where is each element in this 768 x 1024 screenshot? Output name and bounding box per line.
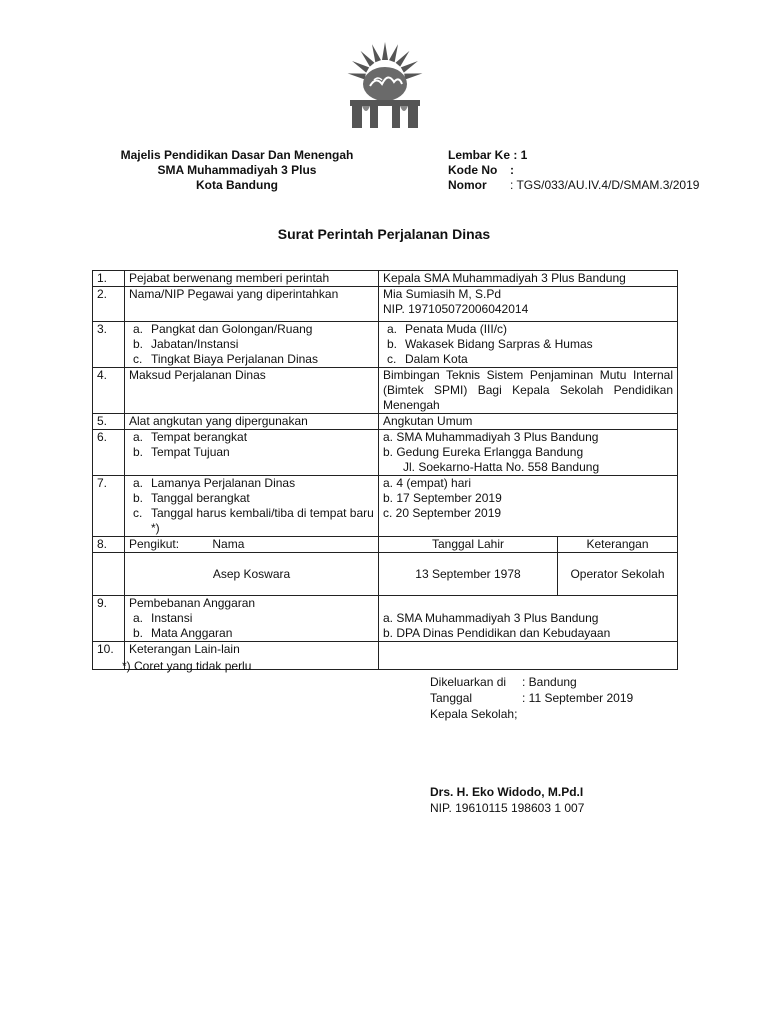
row-number: 5. bbox=[93, 414, 125, 430]
marker: b. bbox=[133, 491, 144, 505]
marker: c. bbox=[133, 506, 143, 520]
kode-label: Kode No bbox=[448, 163, 498, 177]
date-label: Tanggal bbox=[430, 691, 473, 705]
list-item: Instansi bbox=[151, 611, 193, 625]
row-value bbox=[379, 476, 678, 537]
list-item: Wakasek Bidang Sarpras & Humas bbox=[405, 337, 593, 351]
row-label bbox=[125, 322, 379, 368]
marker: b. bbox=[387, 337, 398, 351]
row-value bbox=[379, 537, 678, 553]
table-row bbox=[93, 322, 678, 368]
row-label: Nama/NIP Pegawai yang diperintahkan bbox=[125, 287, 379, 322]
table-row bbox=[93, 596, 678, 642]
marker: c. bbox=[387, 352, 397, 366]
row-number: 1. bbox=[93, 271, 125, 287]
follower-details bbox=[379, 553, 677, 595]
kode-value: : bbox=[510, 163, 514, 177]
list-item: Lamanya Perjalanan Dinas bbox=[151, 476, 296, 490]
list-item: Tempat berangkat bbox=[151, 430, 248, 444]
row-value: Bimbingan Teknis Sistem Penjaminan Mutu Internal (Bimtek SPMI) Bagi Kepala Sekolah Pendidikan Menengah bbox=[379, 368, 678, 414]
table-row bbox=[93, 537, 678, 553]
list-item: Dalam Kota bbox=[405, 352, 468, 366]
row-number: 10. bbox=[93, 642, 125, 670]
list-item: b. 17 September 2019 bbox=[383, 491, 502, 505]
organization-header bbox=[82, 148, 392, 193]
row-label: Pejabat berwenang memberi perintah bbox=[125, 271, 379, 287]
table-row bbox=[93, 476, 678, 537]
row-label bbox=[125, 476, 379, 537]
org-line-1: Majelis Pendidikan Dasar Dan Menengah bbox=[120, 148, 354, 162]
list-item: Tingkat Biaya Perjalanan Dinas bbox=[151, 352, 318, 366]
follower-birthdate: 13 September 1978 bbox=[379, 553, 558, 595]
table-row bbox=[93, 287, 678, 322]
org-line-3: Kota Bandung bbox=[196, 178, 278, 192]
table-row bbox=[93, 414, 678, 430]
row-label: Keterangan Lain-lain bbox=[125, 642, 379, 670]
row-number: 2. bbox=[93, 287, 125, 322]
signatory-name: Drs. H. Eko Widodo, M.Pd.I bbox=[430, 785, 584, 799]
row-value bbox=[379, 553, 678, 596]
marker: b. bbox=[133, 337, 144, 351]
row-value bbox=[379, 430, 678, 476]
nomor-label: Nomor bbox=[448, 178, 487, 192]
list-item: a. SMA Muhammadiyah 3 Plus Bandung bbox=[383, 611, 599, 625]
row-label bbox=[125, 537, 379, 553]
marker: a. bbox=[133, 611, 144, 625]
employee-name: Mia Sumiasih M, S.Pd bbox=[383, 287, 502, 301]
issued-at-value: : Bandung bbox=[522, 675, 577, 689]
document-title: Surat Perintah Perjalanan Dinas bbox=[277, 226, 491, 242]
row-number bbox=[93, 553, 125, 596]
marker: a. bbox=[133, 430, 144, 444]
row-value bbox=[379, 642, 678, 670]
org-line-2: SMA Muhammadiyah 3 Plus bbox=[157, 163, 317, 177]
nomor-value: : TGS/033/AU.IV.4/D/SMAM.3/2019 bbox=[510, 178, 700, 192]
list-item: Pangkat dan Golongan/Ruang bbox=[151, 322, 313, 336]
table-row bbox=[93, 430, 678, 476]
footnote: *) Coret yang tidak perlu bbox=[122, 659, 252, 673]
muhammadiyah-logo-icon bbox=[340, 40, 430, 132]
row-number: 3. bbox=[93, 322, 125, 368]
marker: a. bbox=[133, 476, 144, 490]
signatory-title: Kepala Sekolah; bbox=[430, 707, 518, 721]
row-value: Kepala SMA Muhammadiyah 3 Plus Bandung bbox=[379, 271, 678, 287]
follower-name: Asep Koswara bbox=[125, 553, 379, 596]
pengikut-label: Pengikut: bbox=[129, 537, 180, 551]
list-item: Penata Muda (III/c) bbox=[405, 322, 508, 336]
row-label bbox=[125, 430, 379, 476]
col-header-tanggal: Tanggal Lahir bbox=[379, 537, 558, 552]
list-item: Tanggal harus kembali/tiba di tempat baru *) bbox=[151, 506, 374, 535]
row-value bbox=[379, 596, 678, 642]
row-value: Angkutan Umum bbox=[379, 414, 678, 430]
issued-at-label: Dikeluarkan di bbox=[430, 675, 507, 689]
list-item: a. 4 (empat) hari bbox=[383, 476, 472, 490]
row-number: 6. bbox=[93, 430, 125, 476]
marker: c. bbox=[133, 352, 143, 366]
date-value: : 11 September 2019 bbox=[522, 691, 634, 705]
marker: b. bbox=[133, 445, 144, 459]
marker: a. bbox=[387, 322, 398, 336]
row-number: 8. bbox=[93, 537, 125, 553]
row-number: 9. bbox=[93, 596, 125, 642]
table-row bbox=[93, 368, 678, 414]
destination-address: Jl. Soekarno-Hatta No. 558 Bandung bbox=[403, 460, 600, 474]
marker: b. bbox=[133, 626, 144, 640]
list-item: Tempat Tujuan bbox=[151, 445, 230, 459]
row-label: Maksud Perjalanan Dinas bbox=[125, 368, 379, 414]
budget-label: Pembebanan Anggaran bbox=[129, 596, 256, 610]
follower-header bbox=[379, 537, 677, 552]
row-number: 7. bbox=[93, 476, 125, 537]
row-number: 4. bbox=[93, 368, 125, 414]
signature-block bbox=[430, 674, 633, 816]
list-item: Tanggal berangkat bbox=[151, 491, 250, 505]
document-info bbox=[448, 148, 699, 193]
follower-note: Operator Sekolah bbox=[570, 566, 665, 581]
travel-order-table bbox=[92, 270, 678, 670]
lembar-label: Lembar Ke : 1 bbox=[448, 148, 528, 162]
destination-place: b. Gedung Eureka Erlangga Bandung bbox=[383, 445, 584, 459]
col-header-keterangan: Keterangan bbox=[586, 537, 649, 551]
departure-place: a. SMA Muhammadiyah 3 Plus Bandung bbox=[383, 430, 599, 444]
row-value bbox=[379, 287, 678, 322]
list-item: c. 20 September 2019 bbox=[383, 506, 502, 520]
row-label bbox=[125, 596, 379, 642]
list-item: b. DPA Dinas Pendidikan dan Kebudayaan bbox=[383, 626, 611, 640]
employee-nip: NIP. 197105072006042014 bbox=[383, 302, 529, 316]
row-label: Alat angkutan yang dipergunakan bbox=[125, 414, 379, 430]
list-item: Mata Anggaran bbox=[151, 626, 233, 640]
list-item: Jabatan/Instansi bbox=[151, 337, 239, 351]
table-row bbox=[93, 553, 678, 596]
col-header-nama: Nama bbox=[212, 537, 245, 551]
marker: a. bbox=[133, 322, 144, 336]
table-row bbox=[93, 271, 678, 287]
row-value bbox=[379, 322, 678, 368]
signatory-nip: NIP. 19610115 198603 1 007 bbox=[430, 801, 585, 815]
